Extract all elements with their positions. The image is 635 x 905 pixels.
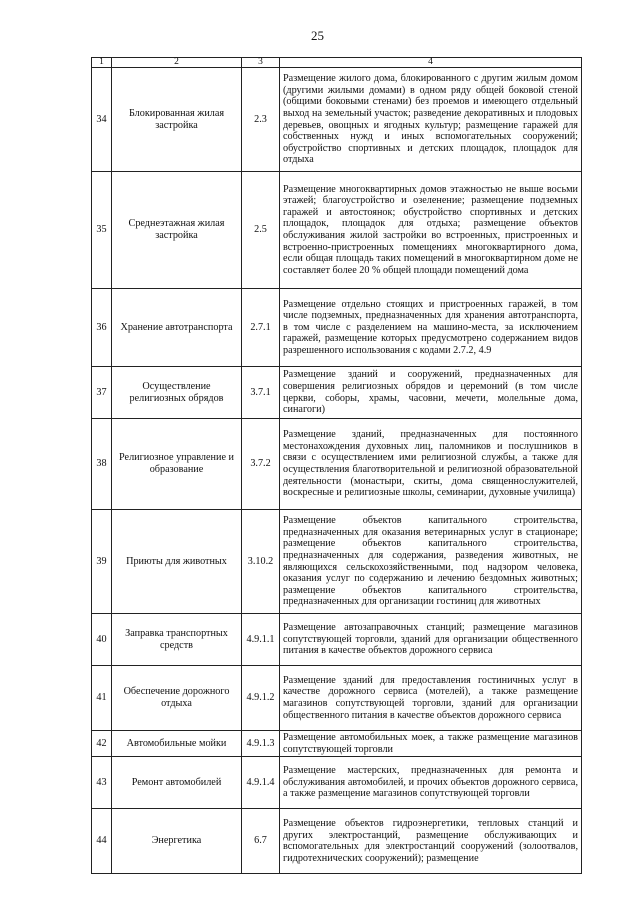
row-number: 42 — [92, 731, 112, 757]
row-number: 38 — [92, 419, 112, 510]
row-number: 43 — [92, 757, 112, 809]
table-row — [92, 614, 582, 666]
use-type-code: 3.7.1 — [242, 367, 280, 419]
page-number: 25 — [311, 28, 324, 43]
row-number: 37 — [92, 367, 112, 419]
use-type-name: Энергетика — [112, 809, 242, 874]
table-row — [92, 666, 582, 731]
use-type-description: Размещение автозаправочных станций; размещение магазинов сопутствующей торговли, зданий для организации общественного питания в качестве объектов дорожного сервиса — [280, 614, 582, 666]
table-row — [92, 510, 582, 614]
use-type-code: 4.9.1.4 — [242, 757, 280, 809]
table-header-row — [92, 58, 582, 68]
row-number: 35 — [92, 172, 112, 289]
use-type-name: Обеспечение дорожного отдыха — [112, 666, 242, 731]
use-type-description: Размещение объектов гидроэнергетики, тепловых станций и других электростанций, размещение обслуживающих и вспомогательных для электростанций сооружений (золоотвалов, гидротехнических сооружений); размещение — [280, 809, 582, 874]
use-type-code: 2.3 — [242, 68, 280, 172]
use-type-description: Размещение объектов капитального строительства, предназначенных для оказания ветеринарных услуг в стационаре; размещение объектов капитального строительства, предназначенных для содержания, разведения животных, не являющихся сельскохозяйственными, под надзором человека, оказания услуг по содержанию и лечению бездомных животных; размещение объектов капитального строительства, предназначенных для организации гостиниц для животных — [280, 510, 582, 614]
table-row — [92, 757, 582, 809]
table-row — [92, 731, 582, 757]
use-type-description: Размещение зданий, предназначенных для постоянного местонахождения духовных лиц, паломников и послушников в связи с осуществлением ими религиозной службы, а также для осуществления благотворительной и религиозной образовательной деятельности (монастыри, скиты, дома священнослужителей, воскресные и религиозные школы, семинарии, духовные училища) — [280, 419, 582, 510]
use-type-name: Хранение автотранспорта — [112, 289, 242, 367]
use-type-name: Ремонт автомобилей — [112, 757, 242, 809]
row-number: 34 — [92, 68, 112, 172]
use-type-description: Размещение зданий для предоставления гостиничных услуг в качестве дорожного сервиса (мотелей), а также размещение магазинов сопутствующей торговли, зданий для организации общественного питания в качестве объектов дорожного сервиса — [280, 666, 582, 731]
column-header-2: 2 — [112, 58, 242, 68]
row-number: 39 — [92, 510, 112, 614]
use-type-code: 2.7.1 — [242, 289, 280, 367]
table-row — [92, 289, 582, 367]
use-type-name: Религиозное управление и образование — [112, 419, 242, 510]
use-type-description: Размещение многоквартирных домов этажностью не выше восьми этажей; благоустройство и озеленение; размещение подземных гаражей и автостоянок; обустройство спортивных и детских площадок, площадок для отдыха; размещение объектов обслуживания жилой застройки во встроенных, пристроенных и встроенно-пристроенных помещениях многоквартирного дома, если общая площадь таких помещений в многоквартирном доме не составляет более 20 % общей площади помещений дома — [280, 172, 582, 289]
use-type-code: 6.7 — [242, 809, 280, 874]
use-type-code: 3.10.2 — [242, 510, 280, 614]
column-header-1: 1 — [92, 58, 112, 68]
table-row — [92, 367, 582, 419]
use-type-description: Размещение зданий и сооружений, предназначенных для совершения религиозных обрядов и церемоний (в том числе церкви, соборы, храмы, часовни, мечети, молельные дома, синагоги) — [280, 367, 582, 419]
use-type-name: Блокированная жилая застройка — [112, 68, 242, 172]
column-header-3: 3 — [242, 58, 280, 68]
use-type-description: Размещение жилого дома, блокированного с другим жилым домом (другими жилыми домами) в одном ряду общей боковой стеной (общими боковыми стенами) без проемов и имеющего отдельный выход на земельный участок; разведение декоративных и плодовых деревьев, овощных и ягодных культур; размещение гаражей для собственных нужд и иных вспомогательных сооружений; обустройство спортивных и детских площадок, площадок для отдыха — [280, 68, 582, 172]
table-row — [92, 68, 582, 172]
column-header-4: 4 — [280, 58, 582, 68]
use-type-code: 4.9.1.3 — [242, 731, 280, 757]
land-use-table — [91, 57, 582, 874]
row-number: 40 — [92, 614, 112, 666]
use-type-name: Приюты для животных — [112, 510, 242, 614]
use-type-name: Автомобильные мойки — [112, 731, 242, 757]
use-type-name: Осуществление религиозных обрядов — [112, 367, 242, 419]
row-number: 41 — [92, 666, 112, 731]
table-row — [92, 809, 582, 874]
use-type-description: Размещение отдельно стоящих и пристроенных гаражей, в том числе подземных, предназначенных для хранения автотранспорта, в том числе с разделением на машино-места, за исключением гаражей, размещение которых предусмотрено содержанием видов разрешенного использования с кодами 2.7.2, 4.9 — [280, 289, 582, 367]
use-type-name: Заправка транспортных средств — [112, 614, 242, 666]
use-type-description: Размещение автомобильных моек, а также размещение магазинов сопутствующей торговли — [280, 731, 582, 757]
row-number: 36 — [92, 289, 112, 367]
table-row — [92, 172, 582, 289]
use-type-code: 3.7.2 — [242, 419, 280, 510]
table-row — [92, 419, 582, 510]
use-type-code: 4.9.1.2 — [242, 666, 280, 731]
use-type-name: Среднеэтажная жилая застройка — [112, 172, 242, 289]
row-number: 44 — [92, 809, 112, 874]
use-type-code: 2.5 — [242, 172, 280, 289]
use-type-code: 4.9.1.1 — [242, 614, 280, 666]
use-type-description: Размещение мастерских, предназначенных для ремонта и обслуживания автомобилей, и прочих объектов дорожного сервиса, а также размещение магазинов сопутствующей торговли — [280, 757, 582, 809]
